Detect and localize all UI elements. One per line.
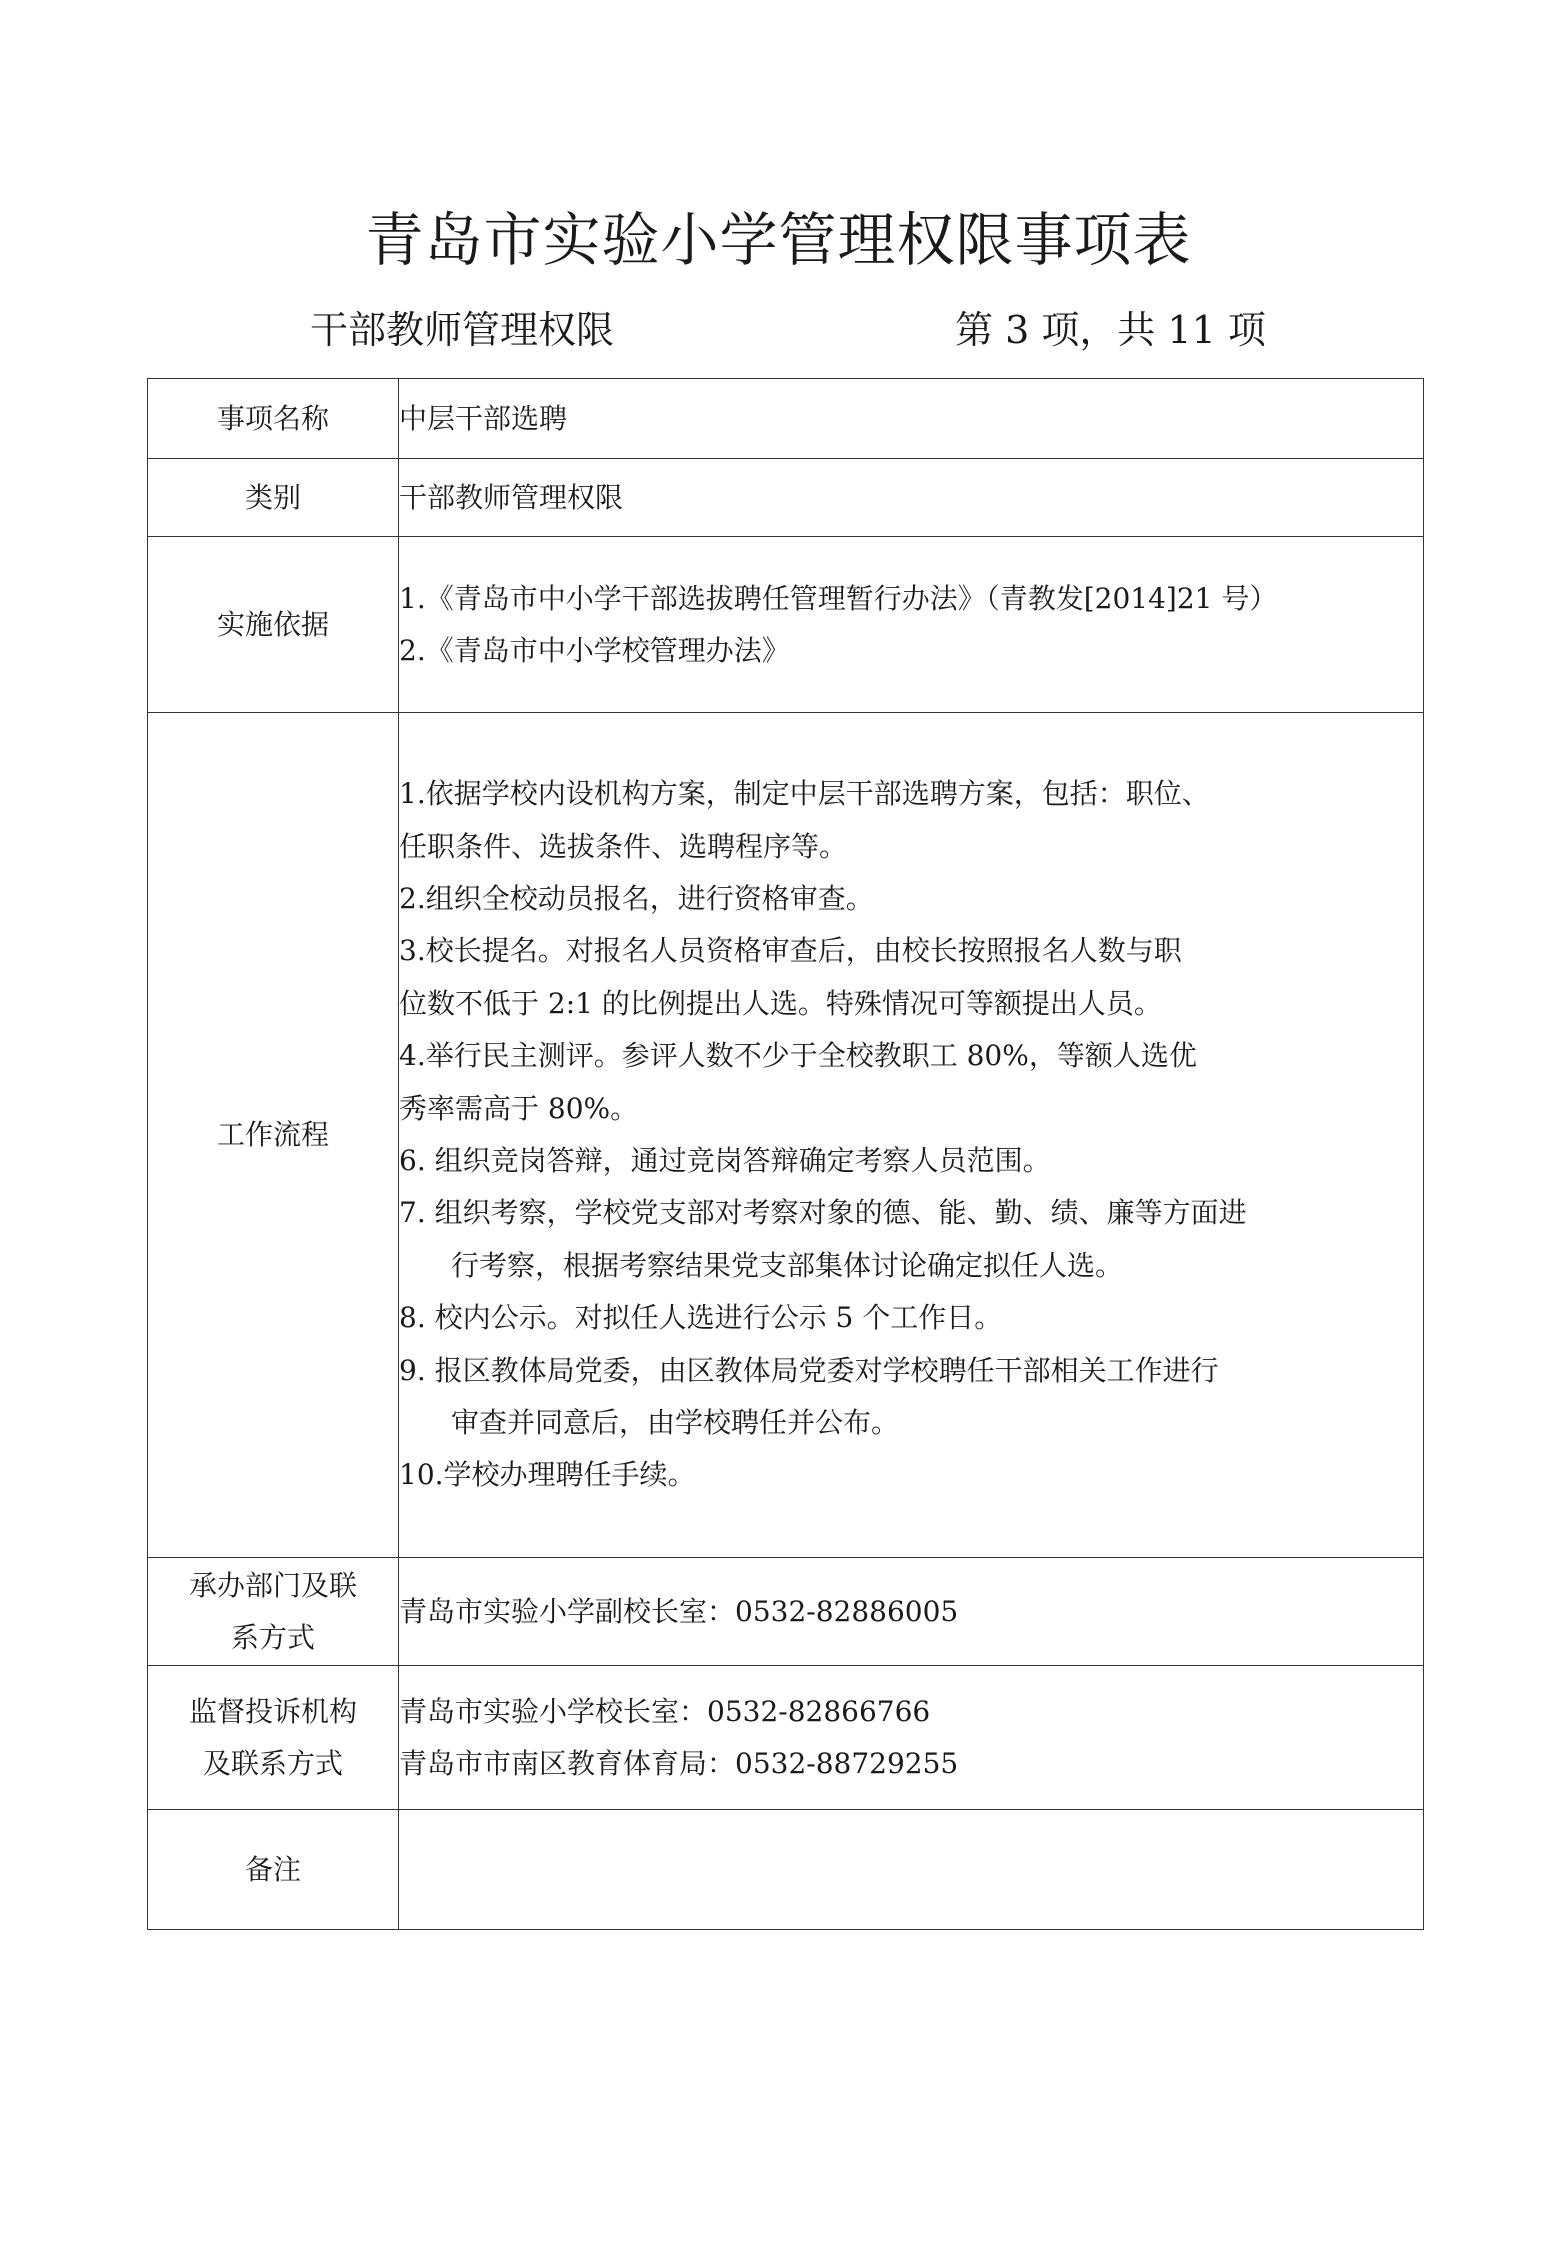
value-supervision bbox=[399, 1666, 1424, 1810]
dept-label-line: 系方式 bbox=[230, 1620, 315, 1654]
workflow-line: 任职条件、选拔条件、选聘程序等。 bbox=[399, 829, 848, 863]
workflow-line: 行考察，根据考察结果党支部集体讨论确定拟任人选。 bbox=[451, 1248, 1124, 1282]
value-remarks bbox=[399, 1810, 1424, 1930]
label-workflow: 工作流程 bbox=[148, 713, 399, 1558]
label-basis: 实施依据 bbox=[148, 537, 399, 713]
row-dept bbox=[148, 1558, 1424, 1666]
row-workflow bbox=[148, 713, 1424, 1558]
workflow-line: 10.学校办理聘任手续。 bbox=[399, 1458, 696, 1492]
label-dept bbox=[148, 1558, 399, 1666]
supervision-line: 青岛市市南区教育体育局：0532-88729255 bbox=[399, 1746, 959, 1780]
basis-line: 2.《青岛市中小学校管理办法》 bbox=[399, 633, 790, 667]
workflow-line: 4.举行民主测评。参评人数不少于全校教职工 80%，等额人选优 bbox=[399, 1039, 1197, 1073]
workflow-line: 秀率需高于 80%。 bbox=[399, 1091, 639, 1125]
workflow-line: 6. 组织竞岗答辩，通过竞岗答辩确定考察人员范围。 bbox=[399, 1144, 1051, 1177]
workflow-line: 7. 组织考察，学校党支部对考察对象的德、能、勤、绩、廉等方面进 bbox=[399, 1196, 1247, 1230]
row-remarks bbox=[148, 1810, 1424, 1930]
row-supervision bbox=[148, 1666, 1424, 1810]
workflow-line: 审查并同意后，由学校聘任并公布。 bbox=[451, 1406, 900, 1440]
workflow-line: 8. 校内公示。对拟任人选进行公示 5 个工作日。 bbox=[399, 1301, 1003, 1335]
label-category: 类别 bbox=[148, 459, 399, 537]
value-category: 干部教师管理权限 bbox=[399, 459, 1424, 537]
row-basis bbox=[148, 537, 1424, 713]
authority-table bbox=[147, 378, 1424, 1930]
supervision-label-line: 及联系方式 bbox=[202, 1746, 343, 1780]
value-item-name: 中层干部选聘 bbox=[399, 379, 1424, 459]
basis-line: 1.《青岛市中小学干部选拔聘任管理暂行办法》（青教发[2014]21 号） bbox=[399, 581, 1278, 615]
dept-label-line: 承办部门及联 bbox=[188, 1568, 357, 1602]
subtitle-item-count: 第 3 项，共 11 项 bbox=[955, 308, 1266, 352]
document-title: 青岛市实验小学管理权限事项表 bbox=[365, 206, 1192, 274]
label-item-name: 事项名称 bbox=[148, 379, 399, 459]
workflow-line: 位数不低于 2:1 的比例提出人选。特殊情况可等额提出人员。 bbox=[399, 986, 1162, 1020]
label-remarks: 备注 bbox=[148, 1810, 399, 1930]
value-basis bbox=[399, 537, 1424, 713]
workflow-line: 3.校长提名。对报名人员资格审查后，由校长按照报名人数与职 bbox=[399, 934, 1182, 968]
subtitle-category: 干部教师管理权限 bbox=[310, 308, 615, 352]
row-item-name bbox=[148, 379, 1424, 459]
workflow-line: 1.依据学校内设机构方案，制定中层干部选聘方案，包括：职位、 bbox=[399, 777, 1210, 811]
value-dept: 青岛市实验小学副校长室：0532-82886005 bbox=[399, 1558, 1424, 1666]
workflow-line: 2.组织全校动员报名，进行资格审查。 bbox=[399, 881, 874, 915]
workflow-line: 9. 报区教体局党委，由区教体局党委对学校聘任干部相关工作进行 bbox=[399, 1353, 1219, 1387]
value-workflow bbox=[399, 713, 1424, 1558]
supervision-label-line: 监督投诉机构 bbox=[188, 1694, 357, 1728]
label-supervision bbox=[148, 1666, 399, 1810]
row-category bbox=[148, 459, 1424, 537]
supervision-line: 青岛市实验小学校长室：0532-82866766 bbox=[399, 1694, 931, 1728]
